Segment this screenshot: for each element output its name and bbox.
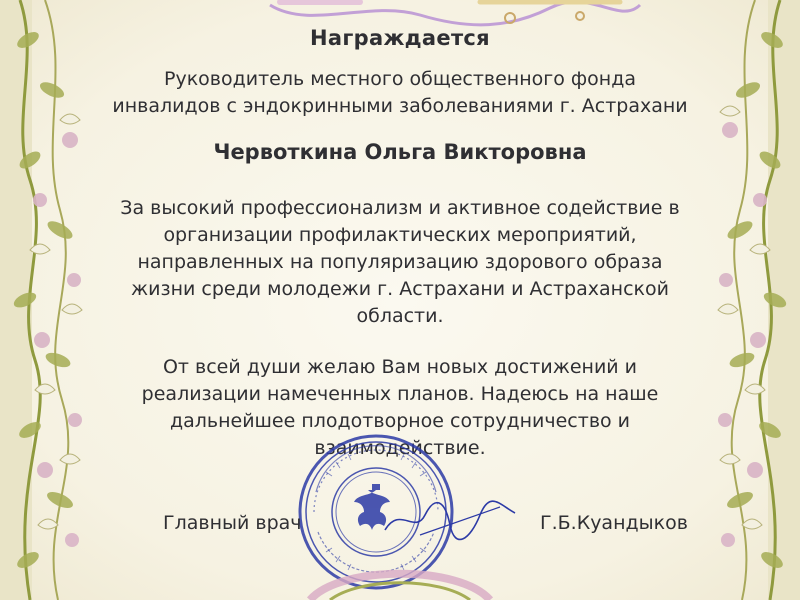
wishes-line: От всей души желаю Вам новых достижений и <box>162 356 638 378</box>
award-reason-line: направленных на популяризацию здорового образа <box>137 251 663 273</box>
award-reason-line: области. <box>356 305 444 327</box>
award-reason <box>0 195 800 330</box>
signatory-role: Главный врач <box>163 512 302 534</box>
award-reason-line: жизни среди молодежи г. Астрахани и Астраханской <box>131 278 669 300</box>
recipient-role <box>0 66 800 120</box>
signatory-name: Г.Б.Куандыков <box>540 512 688 534</box>
wishes-line: взаимодействие. <box>314 437 486 459</box>
wishes-line: реализации намеченных планов. Надеюсь на наше <box>141 383 659 405</box>
bottom-ornament <box>300 555 500 600</box>
award-reason-line: За высокий профессионализм и активное содействие в <box>120 197 680 219</box>
recipient-name: Червоткина Ольга Викторовна <box>213 140 587 164</box>
award-reason-line: организации профилактических мероприятий, <box>163 224 637 246</box>
wishes-line: дальнейшее плодотворное сотрудничество и <box>169 410 631 432</box>
recipient-role-line: Руководитель местного общественного фонда <box>164 68 636 90</box>
handwritten-signature <box>380 495 520 545</box>
certificate-title: Награждается <box>310 26 490 50</box>
recipient-role-line: инвалидов с эндокринными заболеваниями г. Астрахани <box>112 95 688 117</box>
